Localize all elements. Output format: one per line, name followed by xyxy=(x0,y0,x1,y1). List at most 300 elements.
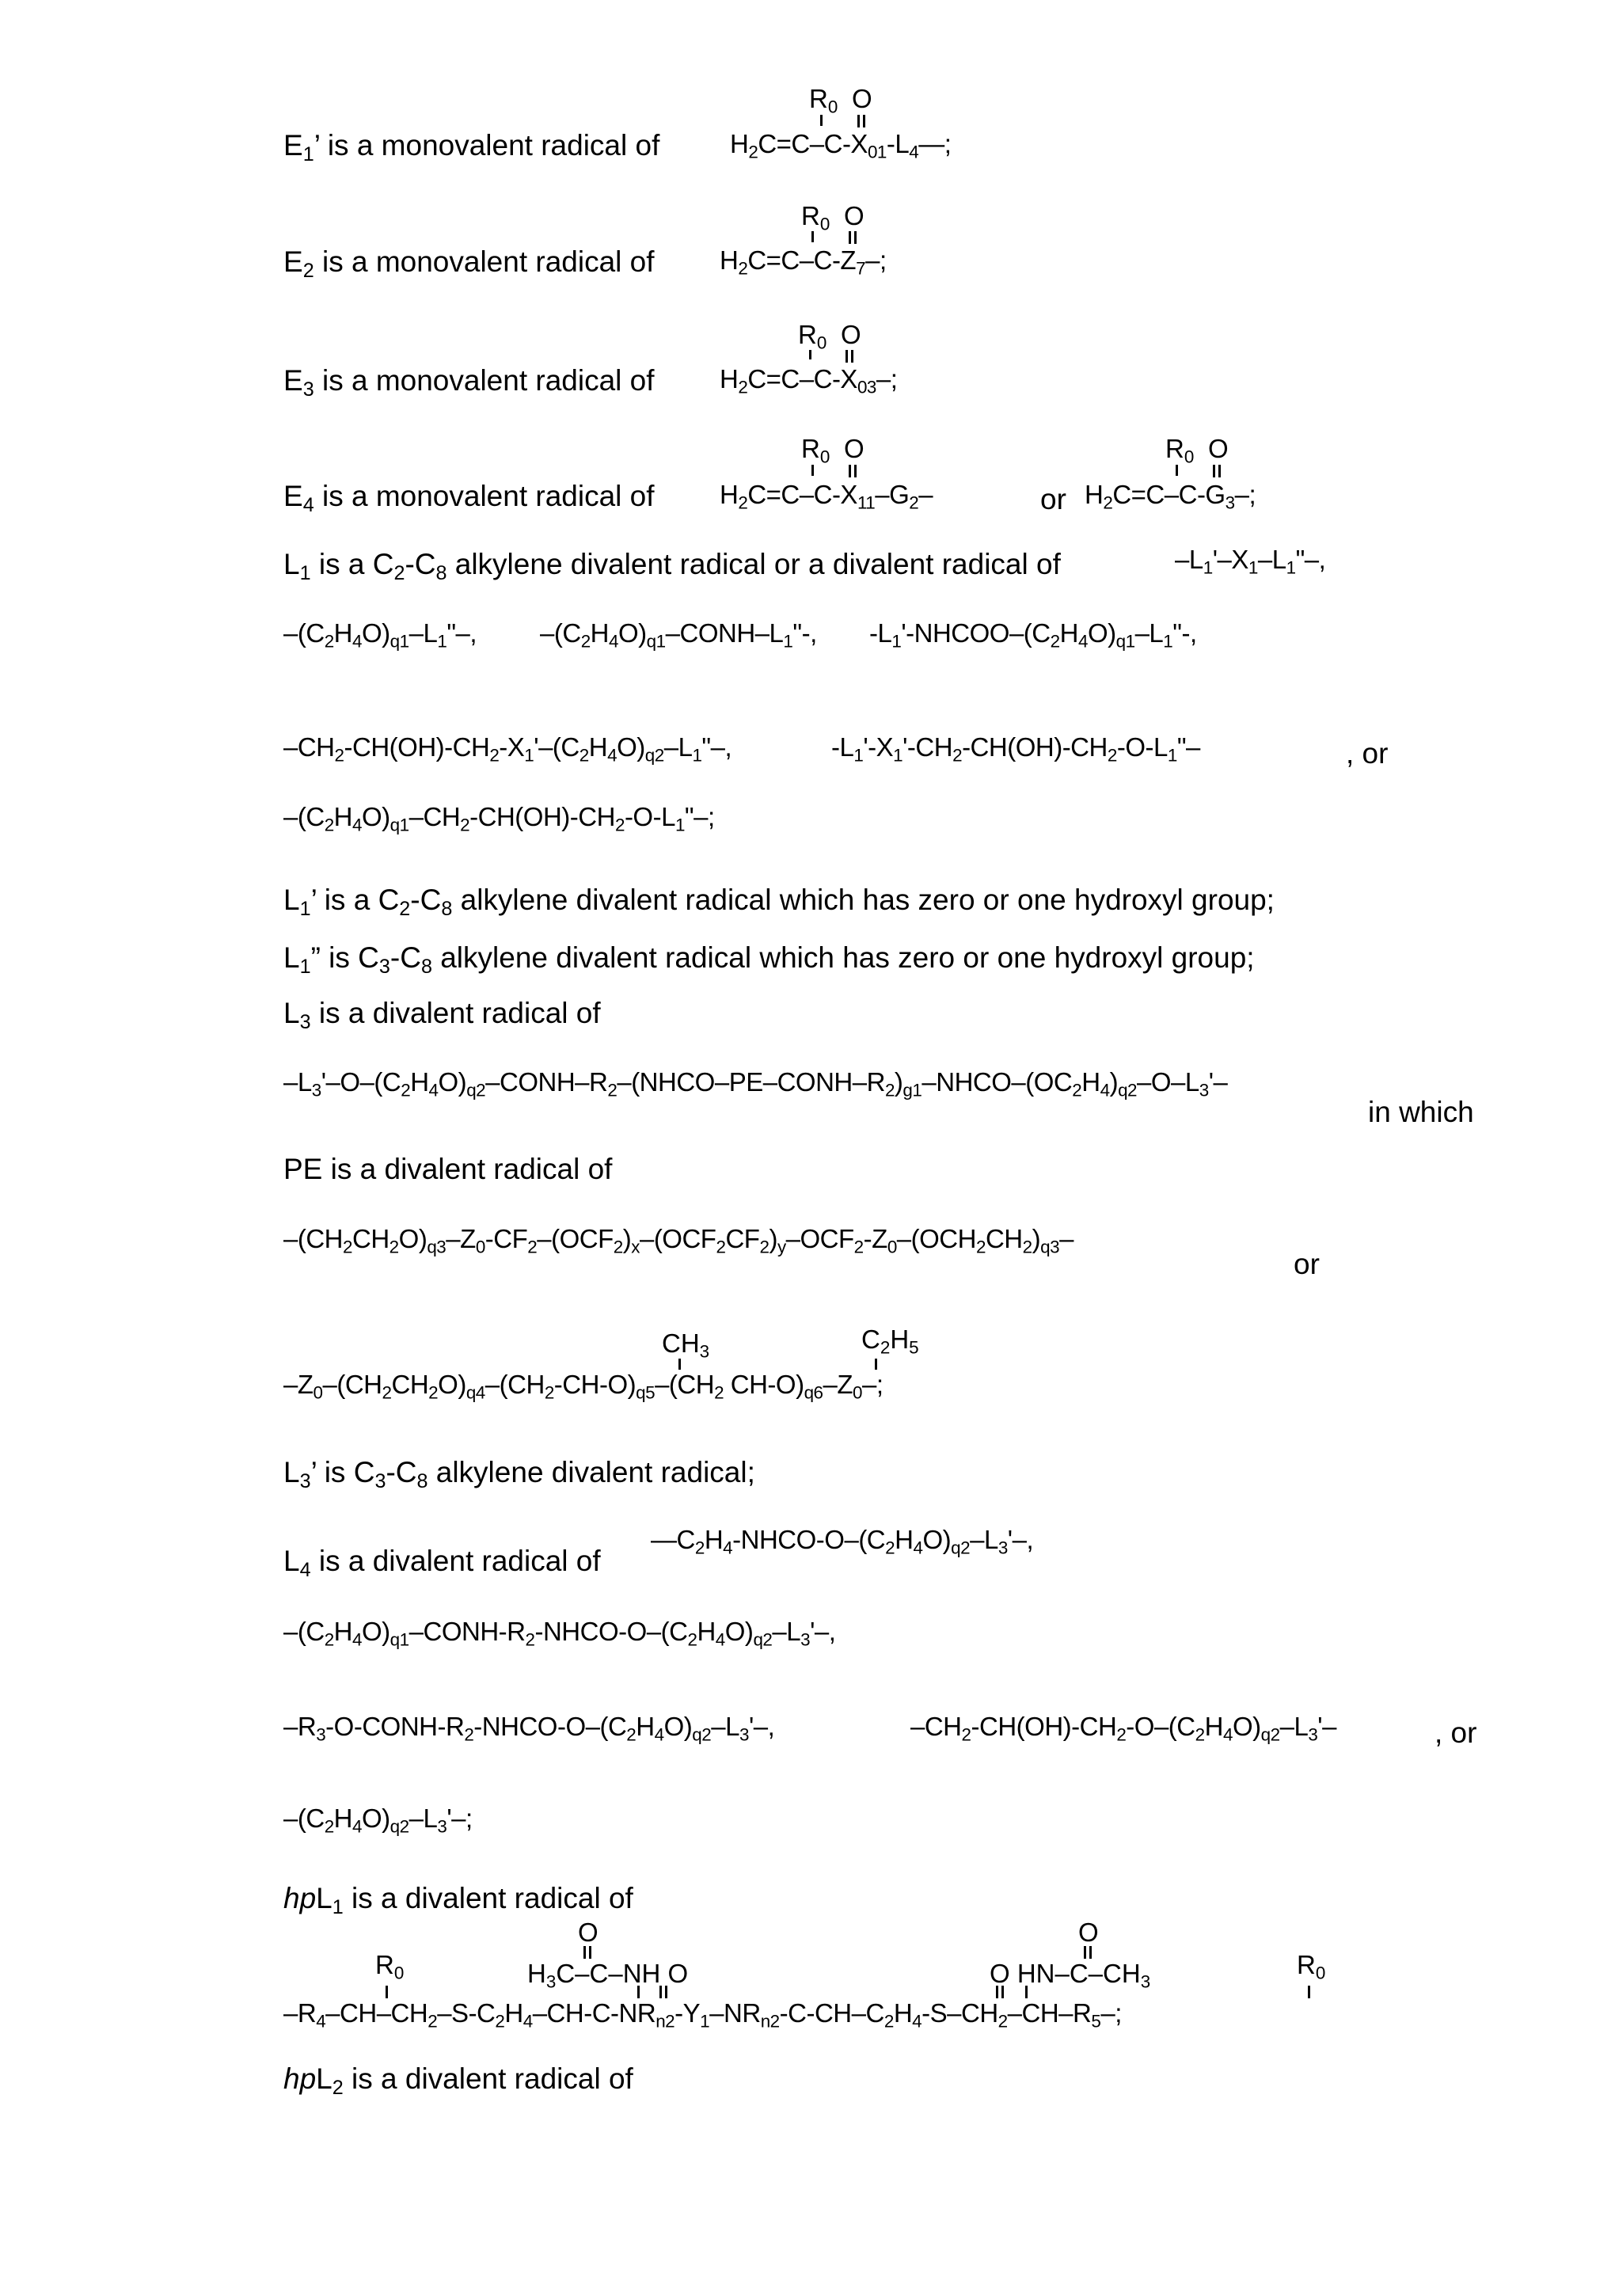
formula-text: -CH(OH)-CH xyxy=(469,802,615,831)
subscript: 4 xyxy=(523,2011,533,2031)
e1-o-label: O xyxy=(852,86,872,112)
formula-text: '–(C xyxy=(534,732,579,762)
subscript: 11 xyxy=(857,492,875,512)
formula-text: -CH-O) xyxy=(554,1370,636,1399)
subscript: 5 xyxy=(909,1337,918,1357)
double-bond-line xyxy=(996,1986,1004,1998)
formula-text: –CH–R xyxy=(1008,1998,1092,2028)
formula-text: -L xyxy=(887,129,909,158)
formula-text: "–, xyxy=(701,732,732,762)
subscript: 2 xyxy=(325,815,334,834)
formula-text: L xyxy=(316,1882,332,1914)
bond-line xyxy=(386,1986,388,1998)
subscript: 2 xyxy=(325,1816,334,1836)
subscript: q1 xyxy=(1116,631,1135,651)
formula-text: alkylene divalent radical; xyxy=(428,1456,754,1488)
formula-text: ) xyxy=(1110,1067,1119,1097)
subscript: 1 xyxy=(700,2011,709,2031)
pe-or: or xyxy=(1294,1249,1320,1279)
formula-text: –CONH–R xyxy=(485,1067,607,1097)
formula-text: '– xyxy=(1209,1067,1228,1097)
formula-text: – xyxy=(918,480,933,509)
subscript: 2 xyxy=(1051,631,1060,651)
subscript: 2 xyxy=(909,492,918,512)
subscript: q2 xyxy=(466,1080,485,1100)
double-bond-line xyxy=(1213,465,1221,477)
formula-text: -O-L xyxy=(625,802,675,831)
subscript: 1 xyxy=(437,631,446,651)
subscript: 2 xyxy=(464,1724,473,1744)
formula-text: –(OCF xyxy=(537,1224,614,1253)
formula-text: '–X xyxy=(1213,545,1248,574)
formula-text: –NR xyxy=(709,1998,761,2028)
subscript: 2 xyxy=(332,2077,344,2099)
subscript: 2 xyxy=(716,1237,725,1256)
pe-ch3-label xyxy=(662,1330,709,1356)
formula-text: –R xyxy=(283,1712,316,1741)
subscript: 1 xyxy=(1248,557,1258,577)
formula-text: "–, xyxy=(1296,545,1326,574)
formula-text: -C xyxy=(386,1456,416,1488)
subscript: 2 xyxy=(952,745,962,765)
subscript: 2 xyxy=(390,1237,399,1256)
formula-text: O) xyxy=(399,1224,428,1253)
subscript: 2 xyxy=(545,1382,554,1402)
formula-text: -Y xyxy=(674,1998,700,2028)
subscript: 1 xyxy=(300,562,311,584)
formula-text: -NHCO-O–(C xyxy=(534,1617,687,1646)
subscript: 3 xyxy=(379,956,390,978)
formula-text: –OCF xyxy=(786,1224,854,1253)
formula-text: CH xyxy=(352,1224,390,1253)
e3-label xyxy=(283,366,655,395)
subscript: 3 xyxy=(437,1816,446,1836)
formula-text: R xyxy=(801,201,820,230)
l1-double-prime-definition xyxy=(283,943,1255,972)
formula-text: C=C–C-Z xyxy=(747,245,856,275)
subscript: 4 xyxy=(1223,1724,1233,1744)
bond-line xyxy=(811,465,814,476)
subscript: q1 xyxy=(390,631,409,651)
subscript: 0 xyxy=(828,97,838,116)
subscript: q1 xyxy=(390,815,409,834)
formula-text: –Z xyxy=(283,1370,314,1399)
l4-formula-3 xyxy=(283,1713,774,1739)
formula-text: is a monovalent radical of xyxy=(314,364,655,397)
l1-formula-6 xyxy=(831,734,1200,760)
formula-text: is a divalent radical of xyxy=(311,997,601,1029)
formula-text: O) xyxy=(1088,618,1116,648)
subscript: 3 xyxy=(374,1470,386,1492)
formula-text: E xyxy=(283,129,303,162)
formula-text: -O-L xyxy=(1117,732,1168,762)
subscript: n2 xyxy=(761,2011,780,2031)
formula-text: H xyxy=(527,1959,546,1988)
formula-text: H xyxy=(504,1998,522,2028)
l4-formula-2 xyxy=(283,1618,835,1644)
subscript: 0 xyxy=(314,1382,323,1402)
formula-text: —; xyxy=(918,129,951,158)
subscript: q4 xyxy=(466,1382,485,1402)
bond-line xyxy=(1308,1986,1310,1998)
formula-text: CH xyxy=(986,1224,1023,1253)
subscript: 2 xyxy=(495,2011,504,2031)
formula-text: O) xyxy=(439,1067,467,1097)
formula-text: –(NHCO–PE–CONH–R xyxy=(617,1067,885,1097)
formula-text: H xyxy=(589,732,607,762)
formula-text: "-, xyxy=(1172,618,1196,648)
formula-text: –O–L xyxy=(1137,1067,1199,1097)
formula-text: L xyxy=(283,1456,300,1488)
subscript: 2 xyxy=(615,815,625,834)
subscript: 2 xyxy=(607,1080,617,1100)
formula-text: –(C xyxy=(540,618,581,648)
formula-text: –L xyxy=(409,618,438,648)
l1-formula-5 xyxy=(283,734,732,760)
formula-text: O) xyxy=(664,1712,693,1741)
formula-text: -C xyxy=(410,884,441,916)
formula-text: –; xyxy=(1100,1998,1122,2028)
pe-formula-a xyxy=(283,1226,1074,1252)
formula-text: –L xyxy=(970,1525,998,1554)
formula-text: –(C xyxy=(283,1804,325,1833)
formula-text: alkylene divalent radical or a divalent radical of xyxy=(446,548,1060,580)
formula-text: '-NHCOO–(C xyxy=(901,618,1050,648)
subscript: 3 xyxy=(300,1470,311,1492)
formula-text: R xyxy=(375,1950,394,1979)
formula-text: H xyxy=(720,364,738,393)
formula-text: is a monovalent radical of xyxy=(314,245,655,278)
hpl1-top-o-left: O xyxy=(578,1919,598,1945)
formula-text: –(CH xyxy=(283,1224,343,1253)
subscript: 3 xyxy=(739,1724,749,1744)
subscript: 1 xyxy=(300,898,311,920)
formula-text: -CH(OH)-CH xyxy=(344,732,490,762)
l3-label xyxy=(283,998,601,1028)
l1-prime-definition xyxy=(283,885,1275,914)
subscript: 2 xyxy=(527,1237,537,1256)
hpl2-label xyxy=(283,2064,633,2093)
formula-text: '–O–(C xyxy=(321,1067,401,1097)
l1-formula-1 xyxy=(1175,546,1325,572)
subscript: 3 xyxy=(1226,492,1235,512)
formula-text: – xyxy=(1059,1224,1074,1253)
formula-text: H xyxy=(636,1712,654,1741)
subscript: 3 xyxy=(998,1538,1008,1557)
formula-text: C–C–NH O xyxy=(556,1959,688,1988)
e3-formula xyxy=(720,366,897,392)
formula-text: O) xyxy=(922,1525,951,1554)
formula-text: E xyxy=(283,480,303,512)
formula-text: –CH xyxy=(910,1712,962,1741)
formula-text: C=C–C-G xyxy=(1112,480,1225,509)
formula-text: -S–CH xyxy=(922,1998,998,2028)
formula-text: –(C xyxy=(283,1617,325,1646)
subscript: 5 xyxy=(1091,2011,1100,2031)
formula-text: -C xyxy=(390,941,421,974)
formula-text: -NHCO-O–(C xyxy=(473,1712,626,1741)
e4-r0-label xyxy=(801,435,830,462)
subscript: 2 xyxy=(759,1237,769,1256)
formula-text: alkylene divalent radical which has zero or one hydroxyl group; xyxy=(452,884,1275,916)
subscript: 3 xyxy=(700,1341,709,1361)
subscript: 4 xyxy=(352,631,362,651)
l1-formula-3 xyxy=(540,620,817,646)
hpl1-r0-right xyxy=(1297,1952,1325,1978)
formula-text: R xyxy=(798,320,817,349)
formula-text: ’ is a monovalent radical of xyxy=(314,129,660,162)
subscript: 2 xyxy=(581,631,591,651)
e4-o-label: O xyxy=(844,435,864,462)
subscript: 03 xyxy=(857,377,876,397)
bond-line xyxy=(678,1359,681,1370)
formula-text: –L xyxy=(1280,1712,1309,1741)
formula-text: –CH-C-NR xyxy=(533,1998,656,2028)
formula-text: "–; xyxy=(685,802,715,831)
subscript: 2 xyxy=(580,745,589,765)
e4-label xyxy=(283,481,655,511)
formula-text: –(CH xyxy=(655,1370,714,1399)
subscript: 2 xyxy=(738,377,747,397)
double-bond-line xyxy=(583,1946,591,1959)
subscript: q1 xyxy=(647,631,666,651)
subscript: q2 xyxy=(753,1629,772,1649)
subscript: 1 xyxy=(1286,557,1296,577)
subscript: q2 xyxy=(1118,1080,1137,1100)
subscript: 2 xyxy=(325,1629,334,1649)
formula-text: C=C–C-X xyxy=(747,480,857,509)
formula-text: –(C xyxy=(283,618,325,648)
subscript: 3 xyxy=(1308,1724,1317,1744)
formula-text: H xyxy=(1081,1067,1100,1097)
formula-text: -CH(OH)-CH xyxy=(962,732,1108,762)
formula-text: R xyxy=(809,84,828,113)
l1-formula-7 xyxy=(283,804,715,830)
formula-text: –L xyxy=(664,732,693,762)
formula-text: L xyxy=(283,941,300,974)
subscript: 4 xyxy=(352,1816,362,1836)
double-bond-line xyxy=(846,350,853,363)
subscript: 1 xyxy=(332,1896,344,1918)
subscript: 4 xyxy=(1078,631,1088,651)
subscript: q2 xyxy=(692,1724,711,1744)
subscript: 8 xyxy=(421,956,432,978)
formula-text: L xyxy=(283,548,300,580)
e1-formula xyxy=(730,131,951,157)
formula-text: R xyxy=(1297,1950,1316,1979)
formula-text: L xyxy=(283,884,300,916)
l1-or: , or xyxy=(1346,739,1388,768)
subscript: 3 xyxy=(1199,1080,1209,1100)
formula-text: O) xyxy=(618,618,647,648)
formula-text: E xyxy=(283,245,303,278)
e4-formula-b xyxy=(1085,481,1256,507)
formula-text: ) xyxy=(895,1067,903,1097)
formula-text: '– xyxy=(1317,1712,1336,1741)
formula-text: '-X xyxy=(863,732,893,762)
subscript: 2 xyxy=(382,1382,392,1402)
formula-text: –L xyxy=(283,1067,312,1097)
formula-text: L xyxy=(283,1545,300,1577)
formula-text: -NHCO-O–(C xyxy=(732,1525,885,1554)
subscript: 1 xyxy=(303,143,314,165)
subscript: 2 xyxy=(885,1538,895,1557)
double-bond-line xyxy=(857,115,865,127)
subscript: 3 xyxy=(312,1080,321,1100)
subscript: 2 xyxy=(884,2011,894,2031)
l4-formula-4 xyxy=(910,1713,1336,1739)
subscript: 4 xyxy=(723,1538,732,1557)
subscript: 8 xyxy=(416,1470,428,1492)
hpl1-label-text xyxy=(316,1882,633,1914)
subscript: 4 xyxy=(716,1629,725,1649)
formula-text: -L xyxy=(869,618,891,648)
subscript: 2 xyxy=(428,1382,438,1402)
formula-text: H xyxy=(334,1617,352,1646)
formula-text: –; xyxy=(1235,480,1256,509)
subscript: 4 xyxy=(300,1559,311,1581)
formula-text: –(OCF xyxy=(640,1224,716,1253)
subscript: 2 xyxy=(1072,1080,1081,1100)
formula-text: -C xyxy=(405,548,435,580)
e4-or: or xyxy=(1040,485,1066,514)
formula-text: alkylene divalent radical which has zero or one hydroxyl group; xyxy=(432,941,1255,974)
e3-r0-label xyxy=(798,321,826,348)
formula-text: ” is C xyxy=(311,941,379,974)
e3-o-label: O xyxy=(841,321,861,348)
double-bond-line xyxy=(849,231,857,244)
formula-text: –CONH–L xyxy=(666,618,784,648)
formula-text: –L xyxy=(409,1804,438,1833)
formula-text: H xyxy=(410,1067,428,1097)
subscript: 0 xyxy=(1316,1963,1325,1982)
subscript: 1 xyxy=(1163,631,1172,651)
subscript: 2 xyxy=(1108,745,1117,765)
formula-text: H xyxy=(334,1804,352,1833)
pe-c2h5-label xyxy=(861,1326,919,1352)
formula-text: PE is a divalent radical of xyxy=(283,1153,612,1185)
bond-line xyxy=(875,1359,877,1370)
subscript: 3 xyxy=(546,1971,556,1991)
formula-text: -Z xyxy=(864,1224,887,1253)
subscript: 4 xyxy=(909,142,918,162)
formula-text: '–; xyxy=(446,1804,472,1833)
formula-text: C=C–C-X xyxy=(758,129,868,158)
hpl1-top-right xyxy=(990,1960,1150,1986)
subscript: 2 xyxy=(614,1237,623,1256)
subscript: 2 xyxy=(885,1080,895,1100)
formula-text: O) xyxy=(362,1804,390,1833)
formula-text: H xyxy=(890,1325,909,1354)
e2-formula xyxy=(720,247,887,273)
subscript: 1 xyxy=(300,956,311,978)
hpl1-top-left xyxy=(527,1960,688,1986)
formula-text: H xyxy=(334,802,352,831)
formula-text: C=C–C-X xyxy=(747,364,857,393)
bond-line xyxy=(1025,1986,1028,1998)
subscript: 1 xyxy=(675,815,685,834)
subscript: y xyxy=(777,1237,786,1256)
formula-text: O) xyxy=(438,1370,466,1399)
formula-text: -C-CH–C xyxy=(780,1998,884,2028)
subscript: 2 xyxy=(976,1237,986,1256)
e4-r0-label-b xyxy=(1165,435,1194,462)
subscript: 1 xyxy=(1168,745,1177,765)
subscript: 2 xyxy=(489,745,499,765)
bond-line xyxy=(820,115,823,126)
subscript: 2 xyxy=(714,1382,724,1402)
double-bond-line xyxy=(1084,1946,1092,1959)
subscript: g1 xyxy=(902,1080,922,1100)
formula-text: ’ is a C xyxy=(311,884,400,916)
l4-formula-1 xyxy=(651,1526,1033,1553)
subscript: 4 xyxy=(655,1724,664,1744)
hpl1-label xyxy=(283,1884,633,1913)
subscript: q1 xyxy=(390,1629,409,1649)
formula-text: '-CH xyxy=(902,732,952,762)
formula-text: —C xyxy=(651,1525,695,1554)
bond-line xyxy=(637,1986,640,1998)
formula-text: ) xyxy=(1032,1224,1041,1253)
subscript: q2 xyxy=(951,1538,970,1557)
e2-label xyxy=(283,247,655,276)
formula-text: "–, xyxy=(446,618,477,648)
subscript: 4 xyxy=(303,494,314,516)
formula-text: O) xyxy=(1233,1712,1261,1741)
formula-text: –L xyxy=(1175,545,1203,574)
formula-text: –NHCO–(OC xyxy=(922,1067,1072,1097)
formula-text: '–, xyxy=(1008,1525,1033,1554)
formula-text: H xyxy=(1085,480,1103,509)
formula-text: –L xyxy=(1135,618,1164,648)
subscript: 2 xyxy=(428,2011,437,2031)
subscript: 4 xyxy=(352,1629,362,1649)
subscript: 0 xyxy=(820,214,830,234)
bond-line xyxy=(1176,465,1178,476)
formula-text: R xyxy=(801,434,820,463)
subscript: q2 xyxy=(390,1816,409,1836)
subscript: 2 xyxy=(460,815,469,834)
subscript: 2 xyxy=(854,1237,864,1256)
formula-text: H xyxy=(720,480,738,509)
formula-text: H xyxy=(895,1525,913,1554)
formula-text: O) xyxy=(725,1617,754,1646)
subscript: q6 xyxy=(804,1382,823,1402)
subscript: 2 xyxy=(401,1080,410,1100)
formula-text: is a divalent radical of xyxy=(344,1882,633,1914)
subscript: 2 xyxy=(399,898,410,920)
formula-text: –R xyxy=(283,1998,316,2028)
subscript: 4 xyxy=(607,745,617,765)
subscript: 2 xyxy=(687,1629,697,1649)
subscript: q2 xyxy=(645,745,664,765)
l1-formula-2 xyxy=(283,620,477,646)
bond-line xyxy=(811,231,814,242)
subscript: 2 xyxy=(303,260,314,282)
subscript: 2 xyxy=(343,1237,352,1256)
e1-label xyxy=(283,131,659,160)
subscript: 2 xyxy=(738,258,747,278)
hp-prefix: hp xyxy=(283,2062,316,2095)
subscript: 3 xyxy=(316,1724,325,1744)
subscript: 01 xyxy=(868,142,887,162)
subscript: q3 xyxy=(1040,1237,1059,1256)
formula-text: H xyxy=(730,129,748,158)
subscript: 2 xyxy=(998,2011,1008,2031)
l3-prime-definition xyxy=(283,1458,755,1487)
formula-text: is a C xyxy=(311,548,394,580)
l4-or: , or xyxy=(1434,1718,1476,1747)
